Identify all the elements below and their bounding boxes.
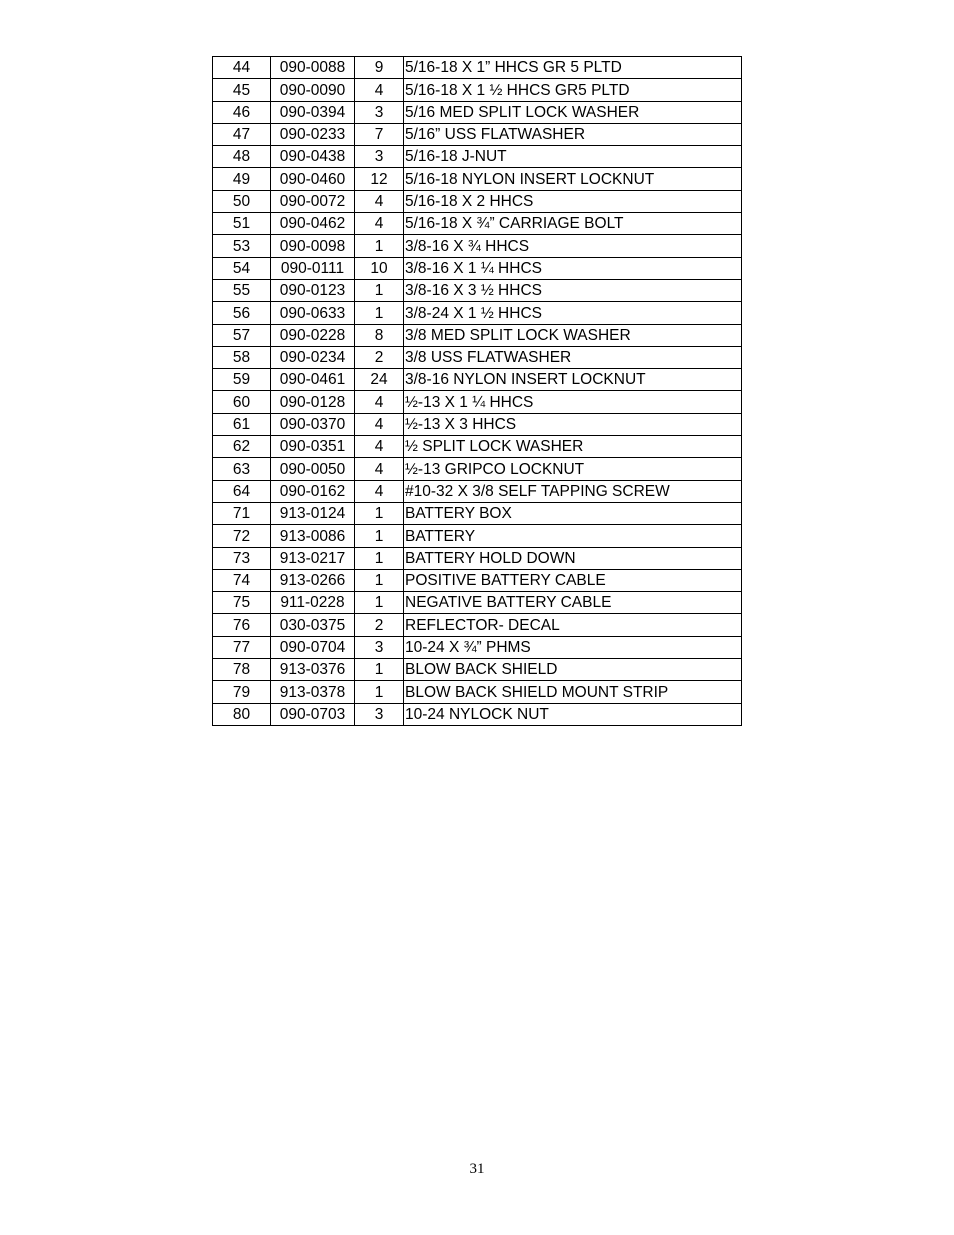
- part-number-cell: 913-0376: [271, 659, 355, 681]
- part-number-cell: 911-0228: [271, 592, 355, 614]
- quantity-cell: 1: [355, 547, 404, 569]
- item-number-cell: 73: [213, 547, 271, 569]
- description-cell: 5/16-18 NYLON INSERT LOCKNUT: [404, 168, 742, 190]
- quantity-cell: 2: [355, 614, 404, 636]
- item-number-cell: 54: [213, 257, 271, 279]
- quantity-cell: 10: [355, 257, 404, 279]
- quantity-cell: 1: [355, 502, 404, 524]
- table-row: [213, 146, 742, 168]
- description-cell: ½ SPLIT LOCK WASHER: [404, 436, 742, 458]
- table-row: [213, 369, 742, 391]
- description-cell: 5/16-18 X ¾” CARRIAGE BOLT: [404, 213, 742, 235]
- quantity-cell: 4: [355, 480, 404, 502]
- description-cell: 3/8-16 X 3 ½ HHCS: [404, 279, 742, 301]
- table-row: [213, 436, 742, 458]
- part-number-cell: 090-0090: [271, 79, 355, 101]
- description-cell: ½-13 X 3 HHCS: [404, 413, 742, 435]
- item-number-cell: 80: [213, 703, 271, 725]
- item-number-cell: 55: [213, 279, 271, 301]
- table-row: [213, 279, 742, 301]
- part-number-cell: 090-0234: [271, 346, 355, 368]
- quantity-cell: 4: [355, 391, 404, 413]
- quantity-cell: 2: [355, 346, 404, 368]
- part-number-cell: 090-0072: [271, 190, 355, 212]
- quantity-cell: 4: [355, 213, 404, 235]
- item-number-cell: 57: [213, 324, 271, 346]
- description-cell: #10-32 X 3/8 SELF TAPPING SCREW: [404, 480, 742, 502]
- part-number-cell: 090-0704: [271, 636, 355, 658]
- item-number-cell: 72: [213, 525, 271, 547]
- item-number-cell: 77: [213, 636, 271, 658]
- description-cell: 3/8 USS FLATWASHER: [404, 346, 742, 368]
- part-number-cell: 090-0460: [271, 168, 355, 190]
- description-cell: BATTERY HOLD DOWN: [404, 547, 742, 569]
- item-number-cell: 44: [213, 57, 271, 79]
- table-row: [213, 592, 742, 614]
- part-number-cell: 090-0394: [271, 101, 355, 123]
- item-number-cell: 59: [213, 369, 271, 391]
- quantity-cell: 1: [355, 659, 404, 681]
- description-cell: ½-13 GRIPCO LOCKNUT: [404, 458, 742, 480]
- table-row: [213, 190, 742, 212]
- part-number-cell: 090-0128: [271, 391, 355, 413]
- table-row: [213, 235, 742, 257]
- part-number-cell: 090-0438: [271, 146, 355, 168]
- quantity-cell: 9: [355, 57, 404, 79]
- part-number-cell: 913-0124: [271, 502, 355, 524]
- quantity-cell: 12: [355, 168, 404, 190]
- parts-list-body: [213, 57, 742, 726]
- item-number-cell: 75: [213, 592, 271, 614]
- description-cell: 3/8-16 NYLON INSERT LOCKNUT: [404, 369, 742, 391]
- quantity-cell: 1: [355, 525, 404, 547]
- table-row: [213, 458, 742, 480]
- quantity-cell: 1: [355, 681, 404, 703]
- item-number-cell: 62: [213, 436, 271, 458]
- table-row: [213, 659, 742, 681]
- item-number-cell: 53: [213, 235, 271, 257]
- table-row: [213, 57, 742, 79]
- table-row: [213, 525, 742, 547]
- item-number-cell: 47: [213, 123, 271, 145]
- table-row: [213, 257, 742, 279]
- part-number-cell: 090-0233: [271, 123, 355, 145]
- item-number-cell: 76: [213, 614, 271, 636]
- part-number-cell: 090-0351: [271, 436, 355, 458]
- quantity-cell: 7: [355, 123, 404, 145]
- part-number-cell: 913-0266: [271, 569, 355, 591]
- description-cell: BATTERY BOX: [404, 502, 742, 524]
- table-row: [213, 681, 742, 703]
- description-cell: 10-24 NYLOCK NUT: [404, 703, 742, 725]
- part-number-cell: 090-0088: [271, 57, 355, 79]
- quantity-cell: 4: [355, 79, 404, 101]
- table-row: [213, 101, 742, 123]
- part-number-cell: 090-0098: [271, 235, 355, 257]
- description-cell: ½-13 X 1 ¼ HHCS: [404, 391, 742, 413]
- description-cell: 10-24 X ¾” PHMS: [404, 636, 742, 658]
- description-cell: 3/8 MED SPLIT LOCK WASHER: [404, 324, 742, 346]
- part-number-cell: 090-0633: [271, 302, 355, 324]
- description-cell: BLOW BACK SHIELD: [404, 659, 742, 681]
- description-cell: 5/16-18 X 1” HHCS GR 5 PLTD: [404, 57, 742, 79]
- parts-list-table: [212, 56, 742, 726]
- description-cell: NEGATIVE BATTERY CABLE: [404, 592, 742, 614]
- description-cell: 5/16-18 X 1 ½ HHCS GR5 PLTD: [404, 79, 742, 101]
- table-row: [213, 346, 742, 368]
- item-number-cell: 71: [213, 502, 271, 524]
- quantity-cell: 3: [355, 101, 404, 123]
- quantity-cell: 1: [355, 569, 404, 591]
- quantity-cell: 8: [355, 324, 404, 346]
- item-number-cell: 58: [213, 346, 271, 368]
- description-cell: BLOW BACK SHIELD MOUNT STRIP: [404, 681, 742, 703]
- item-number-cell: 78: [213, 659, 271, 681]
- description-cell: 3/8-16 X 1 ¼ HHCS: [404, 257, 742, 279]
- part-number-cell: 030-0375: [271, 614, 355, 636]
- description-cell: BATTERY: [404, 525, 742, 547]
- table-row: [213, 413, 742, 435]
- table-row: [213, 302, 742, 324]
- description-cell: 5/16-18 X 2 HHCS: [404, 190, 742, 212]
- part-number-cell: 090-0050: [271, 458, 355, 480]
- part-number-cell: 090-0111: [271, 257, 355, 279]
- item-number-cell: 49: [213, 168, 271, 190]
- quantity-cell: 3: [355, 703, 404, 725]
- quantity-cell: 24: [355, 369, 404, 391]
- item-number-cell: 74: [213, 569, 271, 591]
- quantity-cell: 1: [355, 302, 404, 324]
- description-cell: 3/8-24 X 1 ½ HHCS: [404, 302, 742, 324]
- item-number-cell: 61: [213, 413, 271, 435]
- item-number-cell: 50: [213, 190, 271, 212]
- description-cell: 3/8-16 X ¾ HHCS: [404, 235, 742, 257]
- part-number-cell: 913-0217: [271, 547, 355, 569]
- quantity-cell: 4: [355, 190, 404, 212]
- table-row: [213, 168, 742, 190]
- quantity-cell: 4: [355, 413, 404, 435]
- part-number-cell: 090-0123: [271, 279, 355, 301]
- table-row: [213, 324, 742, 346]
- page-number: 31: [469, 1161, 485, 1177]
- table-row: [213, 547, 742, 569]
- table-row: [213, 123, 742, 145]
- part-number-cell: 090-0461: [271, 369, 355, 391]
- part-number-cell: 090-0228: [271, 324, 355, 346]
- item-number-cell: 79: [213, 681, 271, 703]
- description-cell: 5/16 MED SPLIT LOCK WASHER: [404, 101, 742, 123]
- item-number-cell: 51: [213, 213, 271, 235]
- part-number-cell: 090-0462: [271, 213, 355, 235]
- description-cell: POSITIVE BATTERY CABLE: [404, 569, 742, 591]
- quantity-cell: 3: [355, 636, 404, 658]
- item-number-cell: 64: [213, 480, 271, 502]
- quantity-cell: 1: [355, 279, 404, 301]
- part-number-cell: 090-0162: [271, 480, 355, 502]
- table-row: [213, 502, 742, 524]
- item-number-cell: 45: [213, 79, 271, 101]
- description-cell: 5/16-18 J-NUT: [404, 146, 742, 168]
- table-row: [213, 391, 742, 413]
- part-number-cell: 913-0086: [271, 525, 355, 547]
- part-number-cell: 090-0370: [271, 413, 355, 435]
- description-cell: 5/16” USS FLATWASHER: [404, 123, 742, 145]
- item-number-cell: 48: [213, 146, 271, 168]
- item-number-cell: 63: [213, 458, 271, 480]
- item-number-cell: 60: [213, 391, 271, 413]
- table-row: [213, 480, 742, 502]
- table-row: [213, 614, 742, 636]
- quantity-cell: 1: [355, 235, 404, 257]
- quantity-cell: 4: [355, 436, 404, 458]
- item-number-cell: 46: [213, 101, 271, 123]
- item-number-cell: 56: [213, 302, 271, 324]
- table-row: [213, 569, 742, 591]
- quantity-cell: 4: [355, 458, 404, 480]
- part-number-cell: 090-0703: [271, 703, 355, 725]
- description-cell: REFLECTOR- DECAL: [404, 614, 742, 636]
- table-row: [213, 703, 742, 725]
- quantity-cell: 3: [355, 146, 404, 168]
- table-row: [213, 213, 742, 235]
- quantity-cell: 1: [355, 592, 404, 614]
- table-row: [213, 79, 742, 101]
- part-number-cell: 913-0378: [271, 681, 355, 703]
- table-row: [213, 636, 742, 658]
